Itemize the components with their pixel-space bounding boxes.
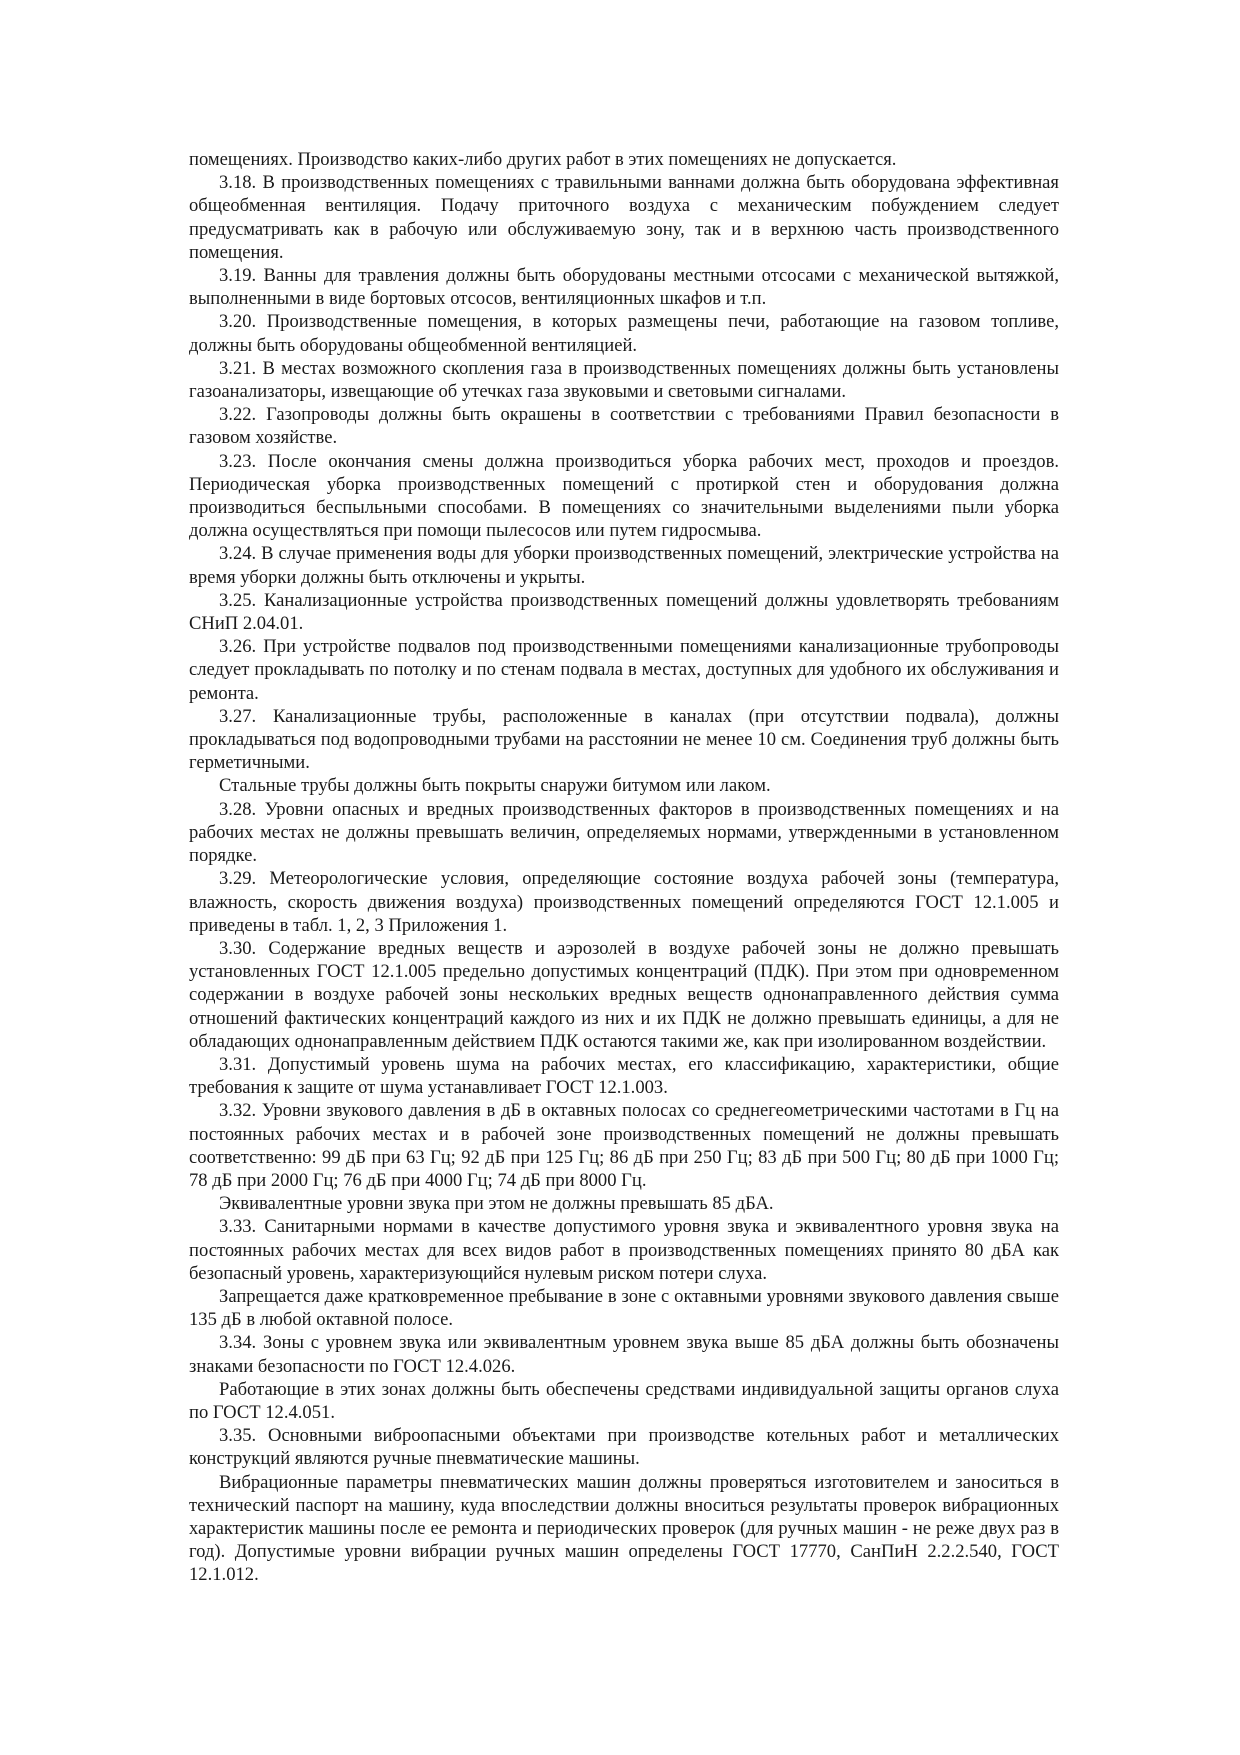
- paragraph-continuation: помещениях. Производство каких-либо других работ в этих помещениях не допускается.: [189, 149, 897, 170]
- paragraph-3-32: 3.32. Уровни звукового давления в дБ в октавных полосах со среднегеометрическими частотами в Гц на постоянных рабочих местах и в рабочей зоне производственных помещений не должны превышать соответственно: 99 дБ при 63 Гц; 92 дБ при 125 Гц; 86 дБ при 250 Гц; 83 дБ при 500 Гц; 80 дБ при 1000 Гц; 78 дБ при 2000 Гц; 76 дБ при 4000 Гц; 74 дБ при 8000 Гц.: [189, 1100, 1059, 1191]
- paragraph-3-34-note: Работающие в этих зонах должны быть обеспечены средствами индивидуальной защиты органов слуха по ГОСТ 12.4.051.: [189, 1378, 1059, 1423]
- paragraph-3-27: 3.27. Канализационные трубы, расположенные в каналах (при отсутствии подвала), должны прокладываться под водопроводными трубами на расстоянии не менее 10 см. Соединения труб должны быть герметичными.: [189, 705, 1059, 774]
- paragraph-3-25: 3.25. Канализационные устройства производственных помещений должны удовлетворять требованиям СНиП 2.04.01.: [189, 589, 1059, 635]
- paragraph-3-33-note: Запрещается даже кратковременное пребывание в зоне с октавными уровнями звукового давления свыше 135 дБ в любой октавной полосе.: [189, 1285, 1059, 1331]
- paragraph-3-22: 3.22. Газопроводы должны быть окрашены в соответствии с требованиями Правил безопасности в газовом хозяйстве.: [189, 404, 1059, 449]
- paragraph-3-18: 3.18. В производственных помещениях с травильными ваннами должна быть оборудована эффективная общеобменная вентиляция. Подачу приточного воздуха с механическим побуждением следует предусматривать как в рабочую или обслуживаемую зону, так и в верхнюю часть производственного помещения.: [189, 172, 1059, 263]
- paragraph-3-29: 3.29. Метеорологические условия, определяющие состояние воздуха рабочей зоны (температура, влажность, скорость движения воздуха) производственных помещений определяются ГОСТ 12.1.005 и приведены в табл. 1, 2, 3 Приложения 1.: [189, 868, 1059, 936]
- paragraph-3-26: 3.26. При устройстве подвалов под производственными помещениями канализационные трубопроводы следует прокладывать по потолку и по стенам подвала в местах, доступных для удобного их обслуживания и ремонта.: [189, 636, 1059, 704]
- paragraph-3-24: 3.24. В случае применения воды для уборки производственных помещений, электрические устройства на время уборки должны быть отключены и укрыты.: [189, 543, 1059, 588]
- document-page: [189, 148, 1059, 1587]
- paragraph-3-35-note: Вибрационные параметры пневматических машин должны проверяться изготовителем и заноситься в технический паспорт на машину, куда впоследствии должны вноситься результаты проверок вибрационных характеристик машины после ее ремонта и периодических проверок (для ручных машин - не реже двух раз в год). Допустимые уровни вибрации ручных машин определены ГОСТ 17770, СанПиН 2.2.2.540, ГОСТ 12.1.012.: [189, 1471, 1059, 1586]
- paragraph-3-28: 3.28. Уровни опасных и вредных производственных факторов в производственных помещениях и на рабочих местах не должны превышать величин, определяемых нормами, утвержденными в установленном порядке.: [189, 798, 1059, 867]
- paragraph-3-33: 3.33. Санитарными нормами в качестве допустимого уровня звука и эквивалентного уровня звука на постоянных рабочих местах для всех видов работ в производственных помещениях принято 80 дБА как безопасный уровень, характеризующийся нулевым риском потери слуха.: [189, 1216, 1059, 1284]
- paragraph-3-34: 3.34. Зоны с уровнем звука или эквивалентным уровнем звука выше 85 дБА должны быть обозначены знаками безопасности по ГОСТ 12.4.026.: [189, 1332, 1059, 1377]
- paragraph-3-35: 3.35. Основными виброопасными объектами при производстве котельных работ и металлических конструкций являются ручные пневматические машины.: [189, 1425, 1059, 1470]
- paragraph-3-27-note: Стальные трубы должны быть покрыты снаружи битумом или лаком.: [219, 775, 771, 797]
- paragraph-3-32-note: Эквивалентные уровни звука при этом не должны превышать 85 дБА.: [219, 1193, 774, 1215]
- paragraph-3-30: 3.30. Содержание вредных веществ и аэрозолей в воздухе рабочей зоны не должно превышать установленных ГОСТ 12.1.005 предельно допустимых концентраций (ПДК). При этом при одновременном содержании в воздухе рабочей зоны нескольких вредных веществ однонаправленного действия сумма отношений фактических концентраций каждого из них и их ПДК не должно превышать единицы, а для не обладающих однонаправленным действием ПДК остаются такими же, как при изолированном воздействии.: [189, 937, 1059, 1052]
- paragraph-3-31: 3.31. Допустимый уровень шума на рабочих местах, его классификацию, характеристики, общие требования к защите от шума устанавливает ГОСТ 12.1.003.: [189, 1053, 1059, 1099]
- paragraph-3-23: 3.23. После окончания смены должна производиться уборка рабочих мест, проходов и проездов. Периодическая уборка производственных помещений с протиркой стен и оборудования должна производиться беспыльными способами. В помещениях со значительными выделениями пыли уборка должна осуществляться при помощи пылесосов или путем гидросмыва.: [189, 450, 1059, 542]
- paragraph-3-21: 3.21. В местах возможного скопления газа в производственных помещениях должны быть установлены газоанализаторы, извещающие об утечках газа звуковыми и световыми сигналами.: [189, 357, 1059, 403]
- paragraph-3-19: 3.19. Ванны для травления должны быть оборудованы местными отсосами с механической вытяжкой, выполненными в виде бортовых отсосов, вентиляционных шкафов и т.п.: [189, 265, 1059, 310]
- paragraph-3-20: 3.20. Производственные помещения, в которых размещены печи, работающие на газовом топливе, должны быть оборудованы общеобменной вентиляцией.: [189, 311, 1059, 356]
